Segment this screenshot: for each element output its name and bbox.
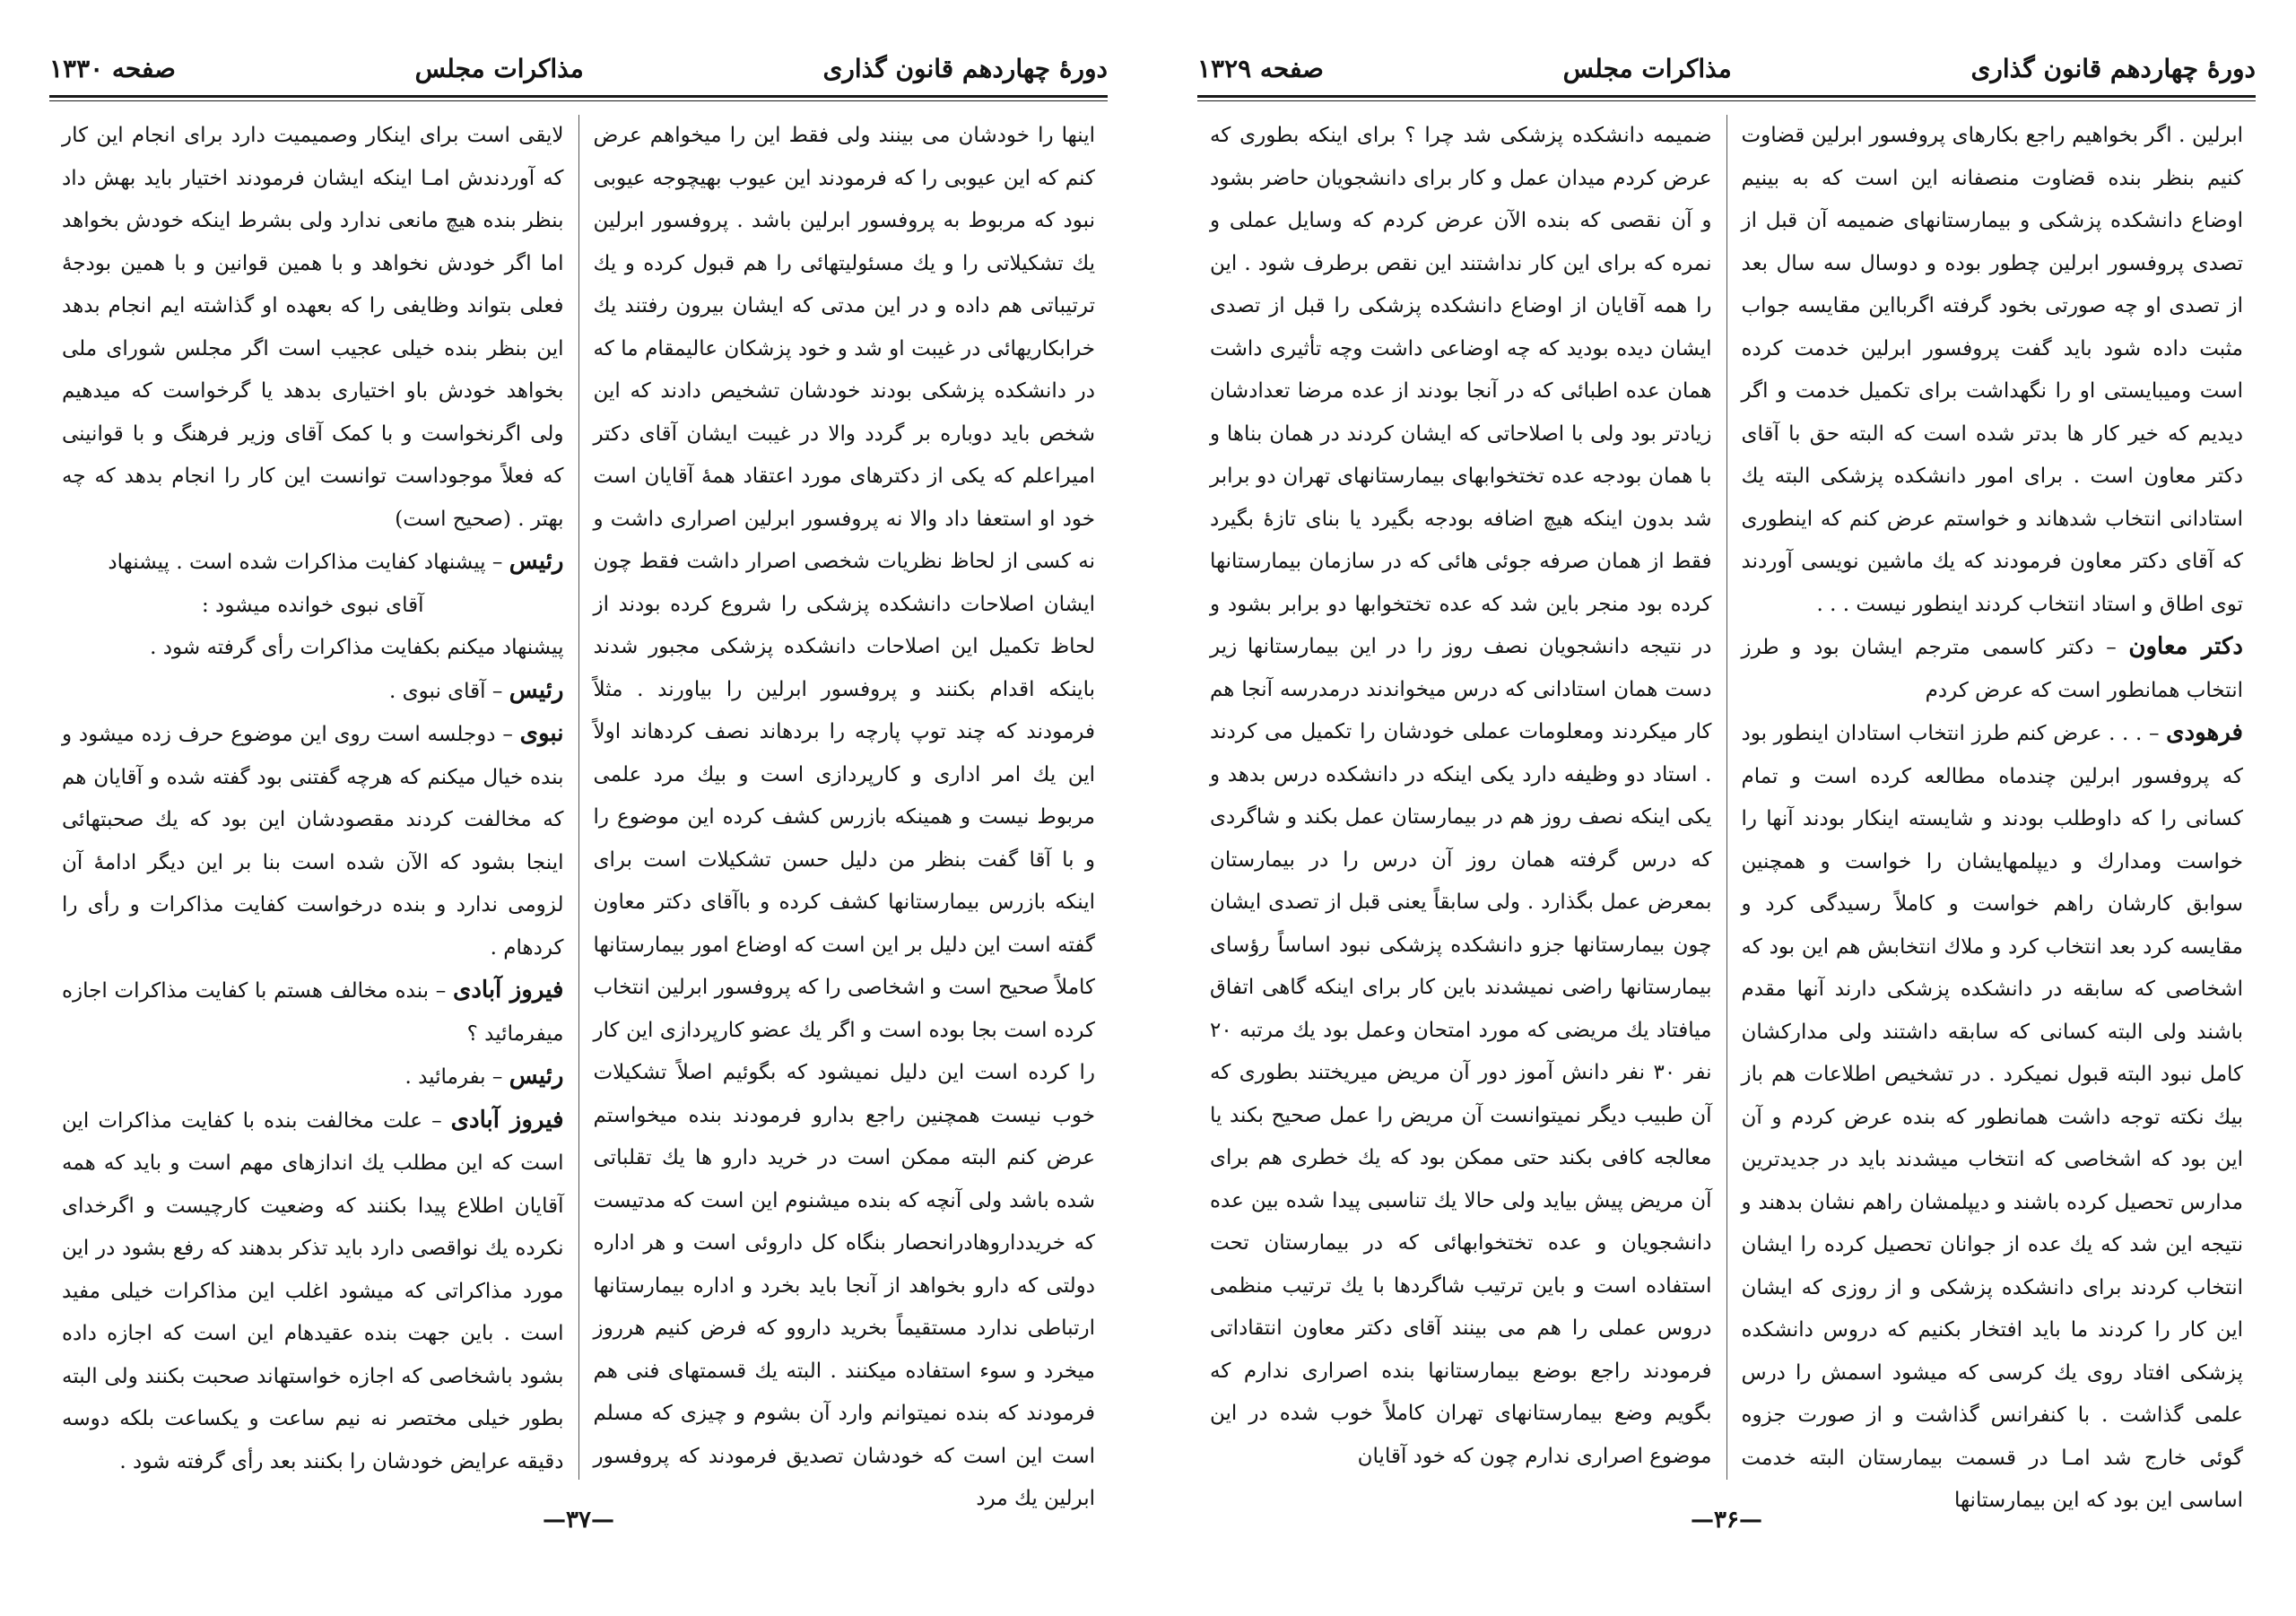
column-divider bbox=[1726, 115, 1727, 1480]
speech-paragraph bbox=[62, 541, 564, 585]
header-center: مذاکرات مجلس bbox=[1562, 53, 1732, 83]
speech-paragraph bbox=[62, 1099, 564, 1484]
speech-paragraph bbox=[62, 670, 564, 714]
text-columns bbox=[49, 115, 1108, 1510]
body-paragraph: پیشنهاد میکنم بکفایت مذاکرات رأی گرفته شود . bbox=[150, 636, 564, 659]
column-second bbox=[1197, 115, 1725, 1480]
header-rule bbox=[49, 95, 1108, 98]
speech-text: – بنده مخالف هستم با کفایت مذاکرات اجازه میفرمائید ؟ bbox=[62, 979, 564, 1046]
running-header bbox=[1197, 45, 2256, 91]
speech-text: – بفرمائید . bbox=[404, 1065, 509, 1089]
body-paragraph: ابرلین . اگر بخواهیم راجع بکارهای پروفسور ابرلین قضاوت کنیم بنظر بنده قضاوت منصفانه این است که به بینیم اوضاع دانشکده پزشکی و بیمارستانهای ضمیمه آن قبل از تصدی پروفسور ابرلین چطور بوده و دوسال سه سال بعد از تصدی او چه صورتی بخود گرفته اگربااین مقایسه جواب مثبت داده شود باید گفت پروفسور ابرلین خدمت کرده است ومیبایستی او را نگهداشت برای تکمیل خدمت و اگر دیدیم که خیر کار ها بدتر شده است که البته حق با آقای دکتر معاون است . برای امور دانشکده پزشکی البته یك استادانی انتخاب شدهاند و خواستم عرض کنم که اینطوری که آقای دکتر معاون فرمودند که یك ماشین نویسی آوردند توی اطاق و استاد انتخاب کردند اینطور نیست . . . bbox=[1741, 124, 2243, 616]
page-number: —۳۷— bbox=[543, 1507, 614, 1533]
right-page bbox=[1197, 45, 2256, 1569]
speech-text: – دوجلسه است روی این موضوع حرف زده میشود و بنده خیال میکنم که هرچه گفتنی بود گفته شده و آقایان هم که مخالفت کردند مقصودشان این بود که یك صحبتهائی اینجا بشود که الآن شده است بنا بر این دیگر ادامهٔ آن لزومی ندارد و بنده درخواست کفایت مذاکرات و رأی را کردهام . bbox=[62, 723, 564, 960]
speech-paragraph bbox=[62, 969, 564, 1056]
speaker-name: رئیس bbox=[509, 676, 564, 704]
column-divider bbox=[578, 115, 579, 1480]
header-inner: دورهٔ چهاردهم قانون گذاری bbox=[1970, 53, 2256, 83]
speech-text: – . . . عرض کنم طرز انتخاب استادان اینطور بود که پروفسور ابرلین چندماه مطالعه کرده است و تمام کسانی را که داوطلب بودند و شایسته اینکار بودند آنها را خواست ومدارك و دیپلمهایشان را خواست و همچنین سوابق کارشان راهم خواست و کاملاً رسیدگی کرد و مقایسه کرد بعد انتخاب کرد و ملاك انتخابش هم این بود که اشخاصی که سابقه در دانشکده پزشکی دارند آنها مقدم باشند ولی البته کسانی که سابقه داشتند ولی مدارکشان کامل نبود البته قبول نمیکرد . در تشخیص اطلاعات هم باز بیك نکته توجه داشت همانطور که بنده عرض کردم و آن این بود که اشخاصی که انتخاب میشدند باید در جدیدترین مدارس تحصیل کرده باشند و دیپلمشان راهم نشان بدهند و نتیجه این شد که یك عده از جوانان تحصیل کرده را ایشان انتخاب کردند برای دانشکده پزشکی و از روزی که ایشان این کار را کردند ما باید افتخار بکنیم که دروس دانشکده پزشکی افتاد روی یك کرسی که میشود اسمش را درس علمی گذاشت . با کنفرانس گذاشت و از صورت جزوه گوئی خارج شد امـا در قسمت بیمارستان البته خدمت اساسی این بود که این بیمارستانها bbox=[1741, 722, 2243, 1512]
body-paragraph: ضمیمه دانشکده پزشکی شد چرا ؟ برای اینکه بطوری که عرض کردم میدان عمل و کار برای دانشجویان حاضر بشود و آن نقصی که بنده الآن عرض کردم که وسایل عملی و نمره که برای این کار نداشتند این نقص برطرف شود . این را همه آقایان از اوضاع دانشکده پزشکی را قبل از تصدی ایشان دیده بودید که چه اوضاعی داشت وچه تأثیری داشت همان عده اطبائی که در آنجا بودند از عده مرضا تعدادشان زیادتر بود ولی با اصلاحاتی که ایشان کردند در همان بناها و با همان بودجه عده تختخوابهای بیمارستانهای تهران دو برابر شد بدون اینکه هیچ اضافه بودجه بگیرد یا بنای تازهٔ بگیرد فقط از همان صرفه جوئی هائی که در سازمان بیمارستانها کرده بود منجر باین شد که عده تختخوابها دو برابر بشود و در نتیجه دانشجویان نصف روز را در این بیمارستانها زیر دست همان استادانی که درس میخواندند درمدرسه آنجا هم کار میکردند ومعلومات عملی خودشان را تکمیل می کردند . استاد دو وظیفه دارد یکی اینکه در دانشکده درس بدهد و یکی اینکه نصف روز هم در بیمارستان عمل بکند و شاگردی که درس گرفته همان روز آن درس را در بیمارستان بمعرض عمل بگذارد . ولی سابقاً یعنی قبل از تصدی ایشان چون بیمارستانها جزو دانشکده پزشکی نبود اساساً رؤسای بیمارستانها راضی نمیشدند باین کار برای اینکه گاهی اتفاق میافتاد یك مریضی که مورد امتحان وعمل بود یك مرتبه ۲۰ نفر ۳۰ نفر دانش آموز دور آن مریض میریختند بطوری که آن طبیب دیگر نمیتوانست آن مریض را عمل صحیح بکند یا معالجه کافی بکند حتی ممکن بود که یك خطری هم برای آن مریض پیش بیاید ولی حالا یك تناسبی پیدا شده بین عده دانشجویان و عده تختخوابهائی که در بیمارستان تحت استفاده است و باین ترتیب شاگردها با یك ترتیب منظمی دروس عملی را هم می بینند آقای دکتر معاون انتقاداتی فرمودند راجع بوضع بیمارستانها بنده اصراری ندارم که بگویم وضع بیمارستانهای تهران کاملاً خوب شده در این موضوع اصراری ندارم چون که خود آقایان bbox=[1210, 124, 1712, 1468]
speech-text: – علت مخالفت بنده با کفایت مذاکرات این است که این مطلب یك اندازهای مهم است و باید که همه آقایان اطلاع پیدا بکنند که وضعیت کارچیست و اگرخدای نکرده یك نواقصی دارد باید تذکر بدهند که رفع بشود در این مورد مذاکراتی که میشود اغلب این مذاکرات خیلی مفید است . باین جهت بنده عقیدهام این است که اجازه داده بشود باشخاصی که اجازه خواستهاند صحبت بکنند ولی البته بطور خیلی مختصر نه نیم ساعت و یکساعت بلکه دوسه دقیقه عرایض خودشان را بکنند بعد رأی گرفته شود . bbox=[62, 1108, 564, 1473]
column-first bbox=[1729, 115, 2257, 1512]
running-header bbox=[49, 45, 1108, 91]
speaker-name: نبوی bbox=[519, 720, 564, 747]
header-rule-thin bbox=[1197, 100, 2256, 101]
header-inner: دورهٔ چهاردهم قانون گذاری bbox=[822, 53, 1108, 83]
header-rule bbox=[1197, 95, 2256, 98]
speech-paragraph bbox=[62, 1056, 564, 1099]
speech-paragraph bbox=[1742, 712, 2244, 1523]
header-rule-thin bbox=[49, 100, 1108, 101]
procedural-note: آقای نبوی خوانده میشود : bbox=[201, 593, 424, 617]
body-paragraph: اینها را خودشان می بینند ولی فقط این را میخواهم عرض کنم که این عیوبی را که فرمودند این عیوب بهیچوجه عیوبی نبود که مربوط به پروفسور ابرلین باشد . پروفسور ابرلین یك تشکیلاتی را و یك مسئولیتهائی را هم قبول کرده و یك ترتیباتی هم داده و در این مدتی که ایشان بیرون رفتند یك خرابکاریهائی در غیبت او شد و خود پزشکان عالیمقام ما که در دانشکده پزشکی بودند خودشان تشخیص دادند که این شخص باید دوباره بر گردد والا در غیبت ایشان آقای دکتر امیراعلم که یکی از دکترهای مورد اعتقاد همهٔ آقایان است خود او استعفا داد والا نه پروفسور ابرلین اصراری داشت و نه کسی از لحاظ نظریات شخصی اصرار داشت فقط چون ایشان اصلاحات دانشکده پزشکی را شروع کرده بودند از لحاظ تکمیل این اصلاحات دانشکده پزشکی مجبور شدند باینکه اقدام بکنند و پروفسور ابرلین را بیاورند . مثلاً فرمودند که چند توپ پارچه را بردهاند نصف کردهاند اولاً این یك امر اداری و کارپردازی است و بیك مرد علمی مربوط نیست و همینکه بازرس کشف کرده این موضوع را و با آقا گفت بنظر من دلیل حسن تشکیلات است برای اینکه بازرس بیمارستانها کشف کرده و باآقای دکتر معاون گفته است این دلیل بر این است که اوضاع امور بیمارستانها کاملاً صحیح است و اشخاصی را که پروفسور ابرلین انتخاب کرده است بجا بوده است و اگر یك عضو کارپردازی این کار را کرده است این دلیل نمیشود که بگوئیم اصلاً تشکیلات خوب نیست همچنین راجع بدارو فرمودند بنده میخواستم عرض کنم البته ممکن است در خرید دارو ها یك تقلباتی شده باشد ولی آنچه که بنده میشنوم این است که مدتیست که خریدداروهادرانحصار بنگاه کل داروئی است و هر اداره دولتی که دارو بخواهد از آنجا باید بخرد و اداره بیمارستانها ارتباطی ندارد مستقیماً بخرید داروو که فرض کنیم هرروز میخرد و سوء استفاده میکنند . البته یك قسمتهای فنی هم فرمودند که بنده نمیتوانم وارد آن بشوم و چیزی که مسلم است این است که خودشان تصدیق فرمودند که پروفسور ابرلین یك مرد bbox=[593, 124, 1095, 1510]
column-second bbox=[49, 115, 577, 1480]
header-page-label: صفحه ۱۳۳۰ bbox=[49, 53, 176, 83]
speaker-name: دکتر معاون bbox=[2128, 633, 2243, 660]
left-page bbox=[49, 45, 1108, 1569]
body-paragraph: لایقی است برای اینکار وصمیمیت دارد برای انجام این کار که آوردندش امـا اینکه ایشان فرمودند اختیار باید بهش داد بنظر بنده هیچ مانعی ندارد ولی بشرط اینکه خودش بخواهد اما اگر خودش نخواهد و با همین قوانین و با همین بودجهٔ فعلی بتواند وظایفی را که بعهده او گذاشته ایم انجام بدهد این بنظر بنده خیلی عجیب است اگر مجلس شورای ملی بخواهد خودش باو اختیاری بدهد یا گرخواست که میدهیم ولی اگرنخواست و با کمک آقای وزیر فرهنگ و با قوانینی که فعلاً موجوداست توانست این کار را انجام بدهد که چه بهتر . (صحیح است) bbox=[62, 124, 564, 531]
speaker-name: فیروز آبادی bbox=[450, 1106, 564, 1134]
header-center: مذاکرات مجلس bbox=[414, 53, 584, 83]
speech-text: – پیشنهاد کفایت مذاکرات شده است . پیشنهاد bbox=[108, 551, 509, 574]
speech-paragraph bbox=[1742, 626, 2244, 712]
column-first bbox=[581, 115, 1109, 1510]
speech-text: – دکتر کاسمی مترجم ایشان بود و طرز انتخاب همانطور است که عرض کردم bbox=[1741, 636, 2243, 702]
speaker-name: فیروز آبادی bbox=[452, 977, 564, 1003]
speaker-name: رئیس bbox=[509, 1063, 564, 1090]
page-number: —۳۶— bbox=[1691, 1507, 1762, 1533]
speaker-name: فرهودی bbox=[2166, 719, 2243, 746]
header-page-label: صفحه ۱۳۲۹ bbox=[1197, 53, 1324, 83]
text-columns bbox=[1197, 115, 2256, 1512]
speaker-name: رئیس bbox=[509, 548, 564, 575]
speech-paragraph bbox=[62, 713, 564, 969]
speech-text: – آقای نبوی . bbox=[389, 679, 509, 703]
